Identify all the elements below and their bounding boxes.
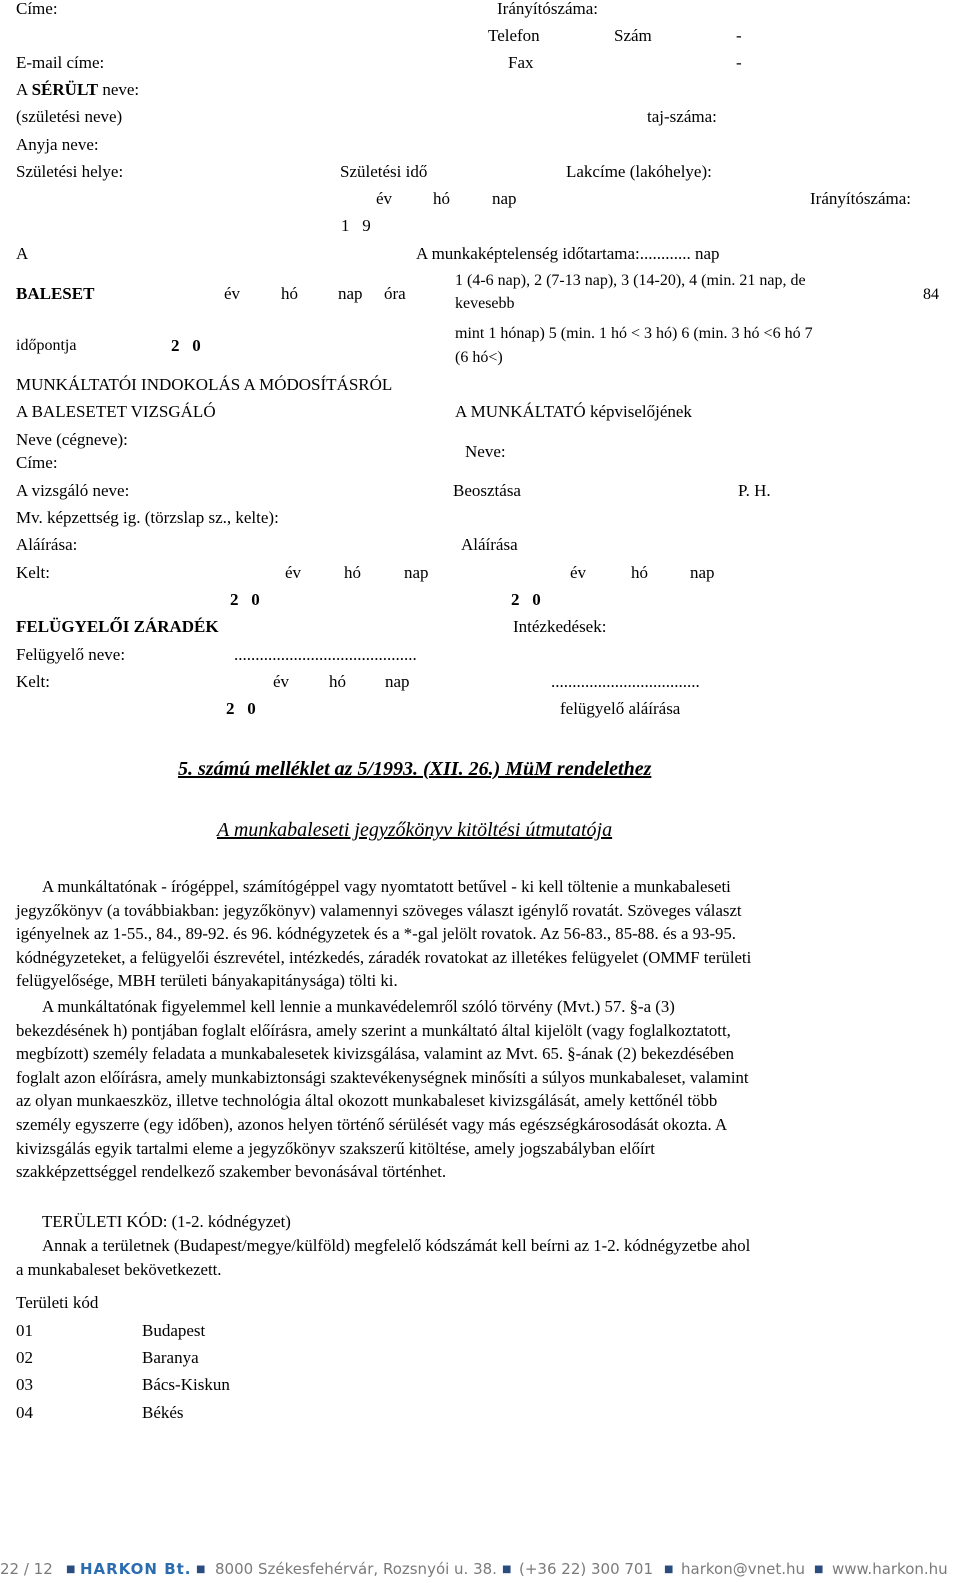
- company-address-label: Címe:: [16, 453, 58, 472]
- dated-year-label: év: [285, 563, 302, 582]
- territory-heading-block: [16, 1210, 926, 1234]
- accident-year-label: év: [224, 284, 241, 303]
- fax-label: Fax: [508, 53, 534, 72]
- paragraph-2: [16, 995, 926, 1184]
- year-prefix-20-a: 2 0: [230, 590, 260, 609]
- company-name-label: Neve (cégneve):: [16, 430, 128, 449]
- separator-icon: ■: [814, 1564, 824, 1575]
- territory-name: Baranya: [142, 1348, 199, 1367]
- employer-rep-heading: A MUNKÁLTATÓ képviselőjének: [455, 402, 692, 421]
- dated-month-label: hó: [344, 563, 361, 582]
- dated-month-label-3: hó: [329, 672, 346, 691]
- territory-code-heading: TERÜLETI KÓD: (1-2. kódnégyzet): [42, 1212, 291, 1231]
- page-counter: 22 / 12: [0, 1560, 53, 1578]
- employer-justification: MUNKÁLTATÓI INDOKOLÁS A MÓDOSÍTÁSRÓL: [16, 375, 393, 394]
- year-prefix: 1 9: [341, 216, 371, 235]
- p2-line: foglalt azon előírásra, amely munkabiztonsági szaktevékenységnek minősíti a súlyos munkabaleset, valamint: [16, 1067, 749, 1087]
- birth-name-label: (születési neve): [16, 107, 123, 126]
- dated-year-label-3: év: [273, 672, 290, 691]
- accident-month-label: hó: [281, 284, 298, 303]
- territory-name: Budapest: [142, 1321, 206, 1340]
- supervisor-name-label: Felügyelő neve:: [16, 645, 126, 664]
- address-label: Címe:: [16, 0, 58, 18]
- separator-icon: ■: [66, 1564, 76, 1575]
- page-footer: [0, 1552, 960, 1583]
- paragraph-3: [16, 1234, 926, 1281]
- supervisor-name-dots: ...........................................: [234, 645, 417, 664]
- year-prefix-20: 2 0: [171, 336, 201, 355]
- birth-place-label: Születési helye:: [16, 162, 124, 181]
- number-label: Szám: [614, 26, 652, 45]
- dated-month-label-2: hó: [631, 563, 648, 582]
- rep-name-label: Neve:: [465, 442, 506, 461]
- p2-line: az olyan munkaeszköz, illetve technológia által okozott munkabaleset kivizsgálását, amely kettőnél több: [16, 1091, 718, 1111]
- footer-phone: (+36 22) 300 701: [519, 1560, 654, 1578]
- qualification-label: Mv. képzettség ig. (törzslap sz., kelte):: [16, 508, 279, 527]
- injured-suffix: neve:: [102, 80, 140, 99]
- dated-label: Kelt:: [16, 563, 50, 582]
- signature-label-1: Aláírása:: [16, 535, 78, 554]
- duration-codes-line3: mint 1 hónap) 5 (min. 1 hó < 3 hó) 6 (min. 3 hó <6 hó 7: [455, 325, 813, 342]
- territory-code: 04: [16, 1403, 33, 1422]
- year-prefix-20-c: 2 0: [226, 699, 256, 718]
- supervisor-signature-label: felügyelő aláírása: [560, 699, 681, 718]
- p2-line: kivizsgálás egyik tartalmi eleme a jegyzőkönyv szakszerű kitöltése, amely jogszabályban előírt: [16, 1138, 655, 1158]
- supervisor-clause-heading: FELÜGYELŐI ZÁRADÉK: [16, 617, 219, 636]
- p3-line: a munkabaleset bekövetkezett.: [16, 1259, 222, 1279]
- a-letter: A: [16, 244, 29, 263]
- mother-name-label: Anyja neve:: [16, 135, 99, 154]
- phone-dash: -: [736, 26, 742, 45]
- email-label: E-mail címe:: [16, 53, 105, 72]
- taj-label: taj-száma:: [647, 107, 717, 126]
- p2-line: személy egyszerre (egy időben), azonos helyen történő sérülését vagy más egészségkárosodását okozta. A: [16, 1114, 728, 1134]
- dated-year-label-2: év: [570, 563, 587, 582]
- postal-code-label-2: Irányítószáma:: [810, 189, 912, 208]
- p1-line: jegyzőkönyv (a továbbiakban: jegyzőkönyv) valamennyi szöveges választ igénylő rovatát. Szöveges választ: [16, 900, 742, 920]
- duration-codes-line4: (6 hó<): [455, 349, 503, 366]
- year-prefix-20-b: 2 0: [511, 590, 541, 609]
- territory-code: 03: [16, 1375, 33, 1394]
- separator-icon: ■: [502, 1564, 512, 1575]
- p3-line: Annak a területnek (Budapest/megye/külföld) megfelelő kódszámát kell beírni az 1-2. kódnégyzetbe ahol: [42, 1236, 751, 1255]
- guide-subtitle: A munkabaleseti jegyzőkönyv kitöltési útmutatója: [217, 819, 613, 841]
- dated-day-label-3: nap: [385, 672, 410, 691]
- signature-label-2: Aláírása: [461, 535, 518, 554]
- p2-line: A munkáltatónak figyelemmel kell lennie a munkavédelemről szóló törvény (Mvt.) 57. §-a (3): [42, 997, 675, 1016]
- injured-name-label: [16, 81, 139, 100]
- footer-address: 8000 Székesfehérvár, Rozsnyói u. 38.: [215, 1560, 497, 1578]
- duration-codes-line2: kevesebb: [455, 295, 515, 312]
- incapacity-duration: A munkaképtelenség időtartama:............ nap: [416, 244, 720, 263]
- duration-codes-line1: 1 (4-6 nap), 2 (7-13 nap), 3 (14-20), 4 (min. 21 nap, de: [455, 272, 806, 289]
- annex-title: 5. számú melléklet az 5/1993. (XII. 26.) MüM rendelethez: [178, 758, 652, 780]
- position-label: Beosztása: [453, 481, 521, 500]
- accident-day-label: nap: [338, 284, 363, 303]
- code-84: 84: [923, 286, 939, 303]
- month-label: hó: [433, 189, 450, 208]
- territory-code-header: Területi kód: [16, 1293, 99, 1312]
- accident-label: BALESET: [16, 284, 95, 303]
- injured-bold: SÉRÜLT: [31, 80, 99, 99]
- territory-name: Bács-Kiskun: [142, 1375, 230, 1394]
- time-label: időpontja: [16, 337, 77, 354]
- dated-day-label-2: nap: [690, 563, 715, 582]
- birth-date-label: Születési idő: [340, 162, 428, 181]
- separator-icon: ■: [664, 1564, 674, 1575]
- fax-dash: -: [736, 53, 742, 72]
- supervisor-sign-dots: ...................................: [551, 672, 700, 691]
- day-label: nap: [492, 189, 517, 208]
- company-logo: HARKON Bt.: [80, 1560, 192, 1578]
- phone-label: Telefon: [488, 26, 540, 45]
- p2-line: szakképzettséggel rendelkező szakember bevonásával történhet.: [16, 1162, 447, 1182]
- footer-web-link[interactable]: www.harkon.hu: [832, 1560, 948, 1578]
- p1-line: felügyelősége, MBH területi bányakapitánysága) tölti ki.: [16, 971, 398, 991]
- footer-email-link[interactable]: harkon@vnet.hu: [681, 1560, 805, 1578]
- p2-line: bekezdésének h) pontjában foglalt előírásra, amely szerint a munkáltató által kijelölt (vagy foglalkoztatott,: [16, 1020, 731, 1040]
- postal-code-label: Irányítószáma:: [497, 0, 599, 18]
- investigator-heading: A BALESETET VIZSGÁLÓ: [16, 402, 216, 421]
- p2-line: megbízott) személy feladata a munkabalesetek kivizsgálása, valamint az Mvt. 65. §-ának (2) bekezdésében: [16, 1044, 735, 1064]
- paragraph-1: [16, 875, 926, 993]
- stamp-label: P. H.: [738, 481, 771, 500]
- measures-label: Intézkedések:: [513, 617, 607, 636]
- injured-prefix: A: [16, 80, 28, 99]
- dated-day-label: nap: [404, 563, 429, 582]
- investigator-name-label: A vizsgáló neve:: [16, 481, 130, 500]
- territory-code: 01: [16, 1321, 33, 1340]
- residence-label: Lakcíme (lakóhelye):: [566, 162, 712, 181]
- p1-line: kódnégyzeteket, a felügyelői észrevétel, intézkedés, záradék rovatokat az illetékes felügyelet (OMMF területi: [16, 947, 752, 967]
- accident-hour-label: óra: [384, 284, 406, 303]
- p1-line: igényelnek az 1-55., 84., 89-92. és 96. kódnégyzetek és a *-gal jelölt rovatok. Az 56-83., 85-88. és a 93-95.: [16, 924, 737, 944]
- separator-icon: ■: [196, 1564, 206, 1575]
- territory-code: 02: [16, 1348, 33, 1367]
- p1-line: A munkáltatónak - írógéppel, számítógéppel vagy nyomtatott betűvel - ki kell töltenie a munkabaleseti: [42, 877, 731, 896]
- dated-label-2: Kelt:: [16, 672, 50, 691]
- territory-name: Békés: [142, 1403, 184, 1422]
- year-label: év: [376, 189, 393, 208]
